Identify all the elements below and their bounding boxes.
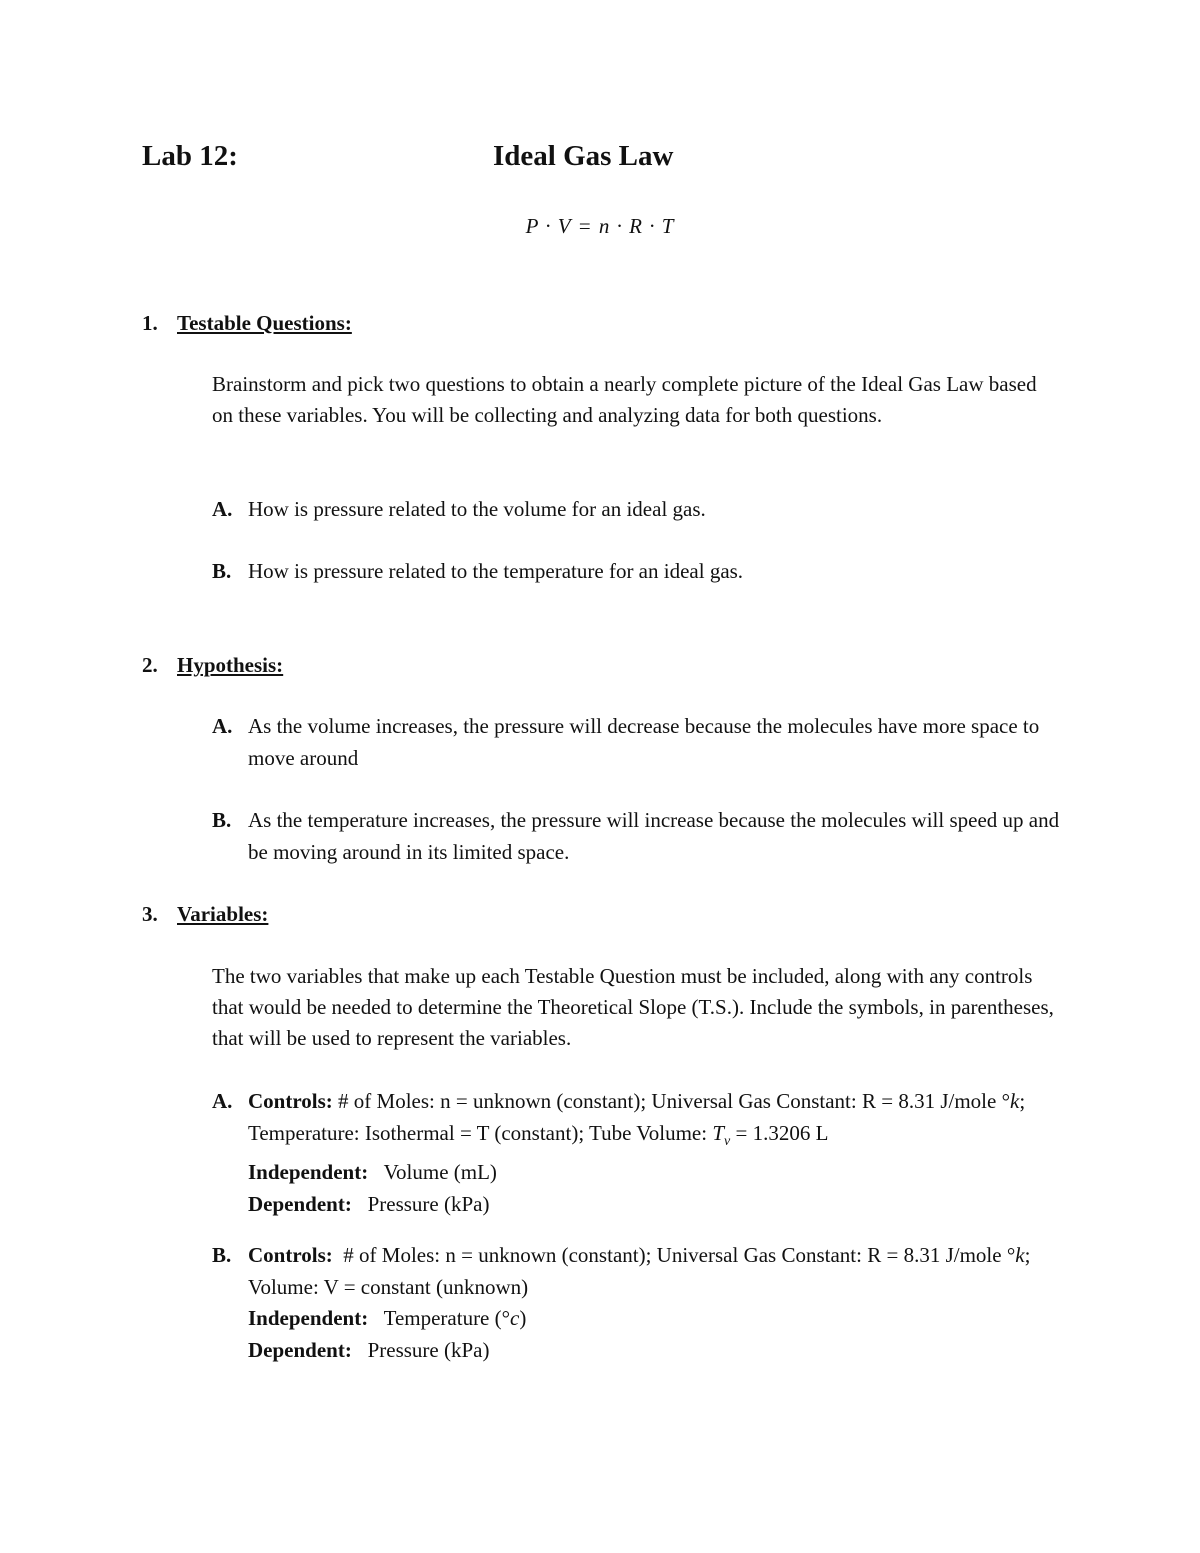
section-heading-hypothesis bbox=[142, 653, 283, 678]
controls-line bbox=[248, 1086, 1062, 1157]
independent-value: Volume (mL) bbox=[383, 1160, 497, 1185]
independent-line bbox=[248, 1303, 1062, 1335]
hypothesis-a bbox=[212, 711, 1062, 774]
testable-questions-intro: Brainstorm and pick two questions to obtain a nearly complete picture of the Ideal Gas Law based on these variables. You will be collecting and analyzing data for both questions. bbox=[212, 372, 1037, 427]
lab-number: Lab 12: bbox=[142, 140, 238, 172]
variables-b bbox=[212, 1240, 1062, 1366]
kelvin-symbol: k bbox=[1009, 1089, 1020, 1113]
item-letter: A. bbox=[212, 1089, 233, 1113]
controls-line bbox=[248, 1240, 1062, 1303]
variables-a bbox=[212, 1086, 1062, 1220]
ideal-gas-equation: P · V = n · R · T bbox=[525, 214, 675, 238]
tube-volume-value: = 1.3206 L bbox=[730, 1120, 829, 1145]
section-heading-variables bbox=[142, 902, 268, 927]
tube-volume-subscript: v bbox=[724, 1133, 731, 1149]
section-number: 1. bbox=[142, 311, 158, 335]
testable-question-a bbox=[212, 494, 1062, 526]
section-number: 2. bbox=[142, 653, 158, 677]
lab-title: Ideal Gas Law bbox=[493, 140, 674, 172]
kelvin-symbol: k bbox=[1015, 1243, 1025, 1267]
item-letter: A. bbox=[212, 497, 233, 521]
item-text: How is pressure related to the temperature for an ideal gas. bbox=[248, 559, 744, 583]
tube-volume-symbol: T bbox=[712, 1120, 725, 1145]
independent-label: Independent: bbox=[248, 1160, 369, 1185]
variables-a-body bbox=[248, 1086, 1062, 1220]
controls-label: Controls: bbox=[248, 1089, 333, 1113]
item-letter: B. bbox=[212, 559, 232, 583]
section-number: 3. bbox=[142, 902, 158, 926]
item-letter: B. bbox=[212, 1243, 232, 1267]
dependent-line bbox=[248, 1335, 1062, 1367]
item-text: As the volume increases, the pressure will decrease because the molecules have more space to move around bbox=[248, 714, 1040, 770]
testable-question-b bbox=[212, 556, 1062, 588]
controls-label: Controls: bbox=[248, 1243, 333, 1267]
celsius-symbol: c bbox=[510, 1306, 520, 1330]
item-letter: A. bbox=[212, 714, 233, 738]
lab-header bbox=[142, 140, 1062, 184]
hypothesis-b bbox=[212, 805, 1062, 868]
dependent-label: Dependent: bbox=[248, 1337, 352, 1362]
independent-label: Independent: bbox=[248, 1306, 369, 1330]
dependent-value: Pressure (kPa) bbox=[367, 1191, 490, 1216]
section-heading-testable-questions bbox=[142, 311, 352, 336]
controls-text-2: ; Temperature: Isothermal = T (constant); Tube Volume: bbox=[248, 1089, 1026, 1145]
controls-text-2: ; Volume: V = constant (unknown) bbox=[248, 1243, 1031, 1299]
independent-value: Temperature (° bbox=[383, 1306, 511, 1330]
item-text: As the temperature increases, the pressure will increase because the molecules will speed up and be moving around in its limited space. bbox=[248, 808, 1060, 864]
item-text: How is pressure related to the volume for an ideal gas. bbox=[248, 497, 706, 521]
dependent-line bbox=[248, 1189, 1062, 1221]
section-title: Variables: bbox=[177, 902, 269, 926]
independent-value-close: ) bbox=[519, 1306, 527, 1330]
independent-line bbox=[248, 1157, 1062, 1189]
item-letter: B. bbox=[212, 808, 232, 832]
dependent-value: Pressure (kPa) bbox=[367, 1337, 490, 1362]
controls-text: # of Moles: n = unknown (constant); Universal Gas Constant: R = 8.31 J/mole ° bbox=[343, 1243, 1016, 1267]
variables-b-body bbox=[248, 1240, 1062, 1366]
section-title: Hypothesis: bbox=[177, 653, 284, 677]
controls-text: # of Moles: n = unknown (constant); Universal Gas Constant: R = 8.31 J/mole ° bbox=[338, 1089, 1010, 1113]
variables-intro: The two variables that make up each Testable Question must be included, along with any controls that would be needed to determine the Theoretical Slope (T.S.). Include the symbols, in parentheses, that will be used to represent the variables. bbox=[212, 964, 1054, 1050]
section-title: Testable Questions: bbox=[177, 311, 352, 335]
dependent-label: Dependent: bbox=[248, 1191, 352, 1216]
